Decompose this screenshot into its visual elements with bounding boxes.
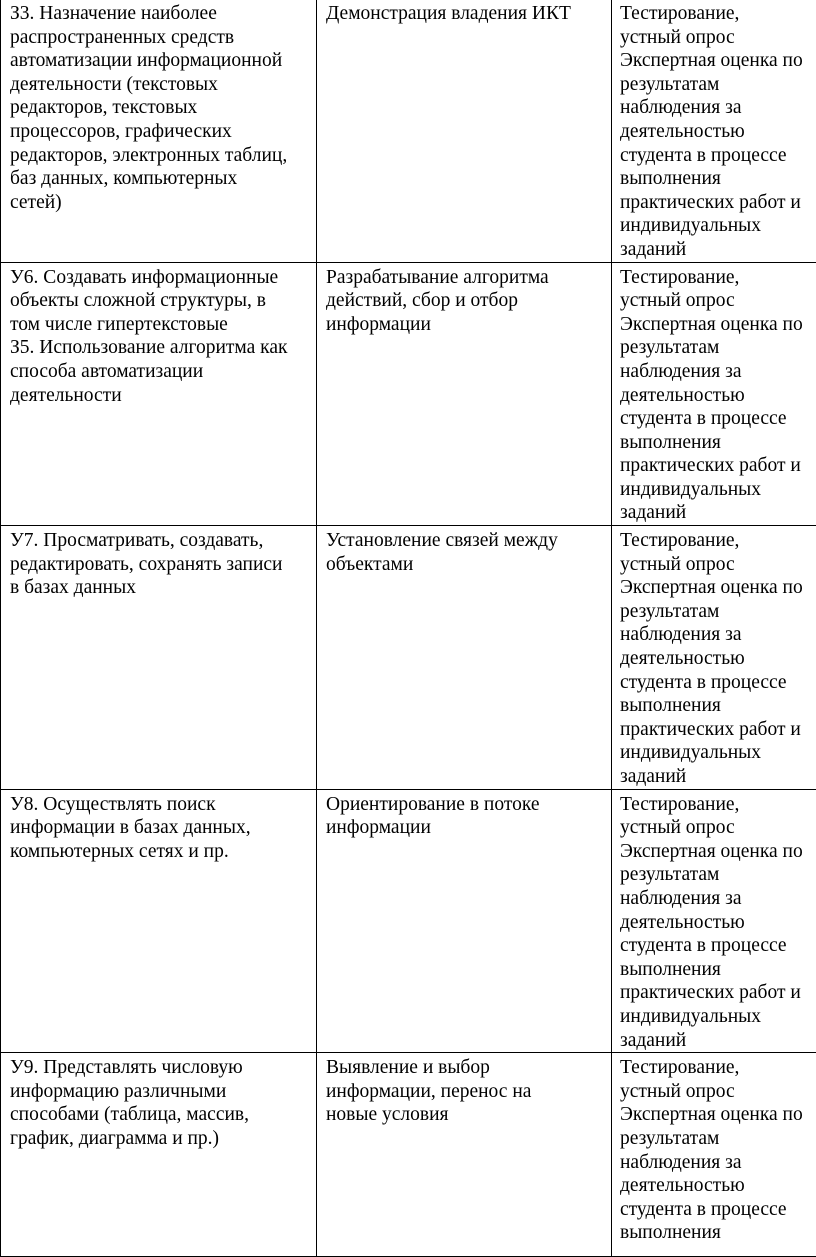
learning-result-cell: З3. Назначение наиболее распространенных средств автоматизации информационной деятельности (текстовых редакторов, текстовых процессоров, графических редакторов, электронных таблиц, баз данных, компьютерных сетей) [1,0,317,262]
performance-indicator-cell: Демонстрация владения ИКТ [317,0,612,262]
performance-indicator-cell: Установление связей между объектами [317,526,612,790]
assessment-method-cell: Тестирование, устный опрос Экспертная оценка по результатам наблюдения за деятельностью студента в процессе выполнения практических работ и индивидуальных заданий [612,789,816,1053]
table-row [1,789,816,1053]
learning-result-cell: У9. Представлять числовую информацию различными способами (таблица, массив, график, диаграмма и пр.) [1,1053,317,1257]
table-row [1,1053,816,1257]
performance-indicator-cell: Выявление и выбор информации, перенос на новые условия [317,1053,612,1257]
learning-result-cell: У8. Осуществлять поиск информации в базах данных, компьютерных сетях и пр. [1,789,317,1053]
assessment-method-cell: Тестирование, устный опрос Экспертная оценка по результатам наблюдения за деятельностью студента в процессе выполнения практических работ и индивидуальных заданий [612,0,816,262]
table-row [1,526,816,790]
assessment-method-cell: Тестирование, устный опрос Экспертная оценка по результатам наблюдения за деятельностью студента в процессе выполнения [612,1053,816,1257]
assessment-method-cell: Тестирование, устный опрос Экспертная оценка по результатам наблюдения за деятельностью студента в процессе выполнения практических работ и индивидуальных заданий [612,526,816,790]
assessment-method-cell: Тестирование, устный опрос Экспертная оценка по результатам наблюдения за деятельностью студента в процессе выполнения практических работ и индивидуальных заданий [612,262,816,526]
table-row [1,0,816,262]
learning-result-cell: У7. Просматривать, создавать, редактировать, сохранять записи в базах данных [1,526,317,790]
table-row [1,262,816,526]
performance-indicator-cell: Разрабатывание алгоритма действий, сбор и отбор информации [317,262,612,526]
performance-indicator-cell: Ориентирование в потоке информации [317,789,612,1053]
learning-result-cell: У6. Создавать информационные объекты сложной структуры, в том числе гипертекстовые З5. Использование алгоритма как способа автоматизации деятельности [1,262,317,526]
